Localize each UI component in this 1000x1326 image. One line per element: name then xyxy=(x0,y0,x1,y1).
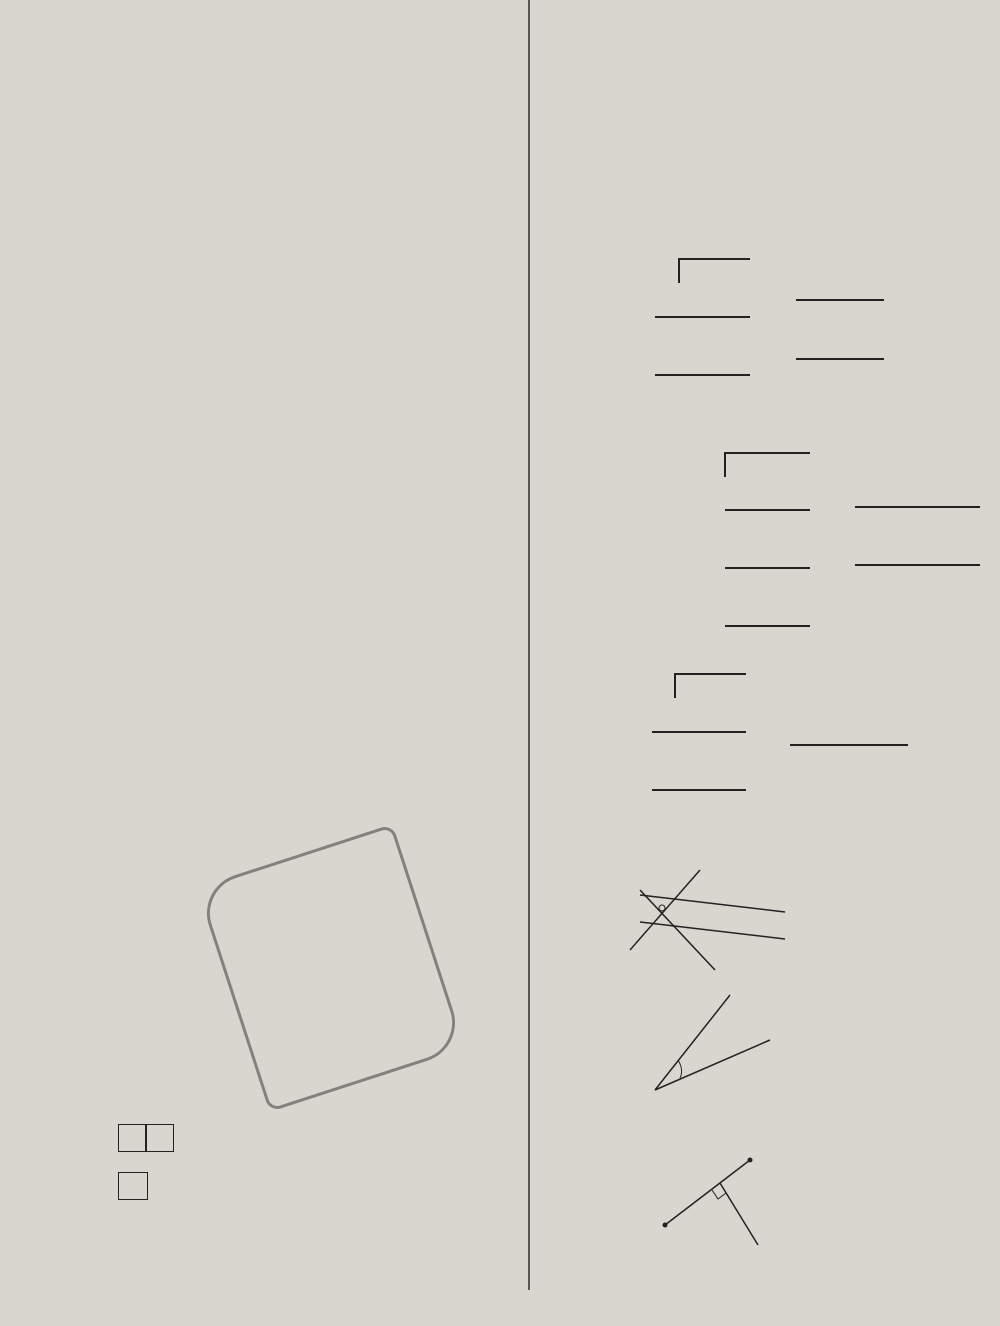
shortest-path-figure xyxy=(650,1150,770,1260)
side-view-figure xyxy=(118,1172,148,1200)
q2-1-line2 xyxy=(118,1172,148,1200)
front-view-figure xyxy=(118,1124,174,1152)
bar-chart xyxy=(100,505,520,690)
column-divider xyxy=(528,0,530,1290)
library-stamp xyxy=(197,824,466,1112)
view-grid xyxy=(158,38,466,156)
q2-1-line1 xyxy=(118,1124,174,1152)
parallel-perpendicular-figure xyxy=(620,860,800,990)
angle-35-figure xyxy=(640,990,780,1100)
